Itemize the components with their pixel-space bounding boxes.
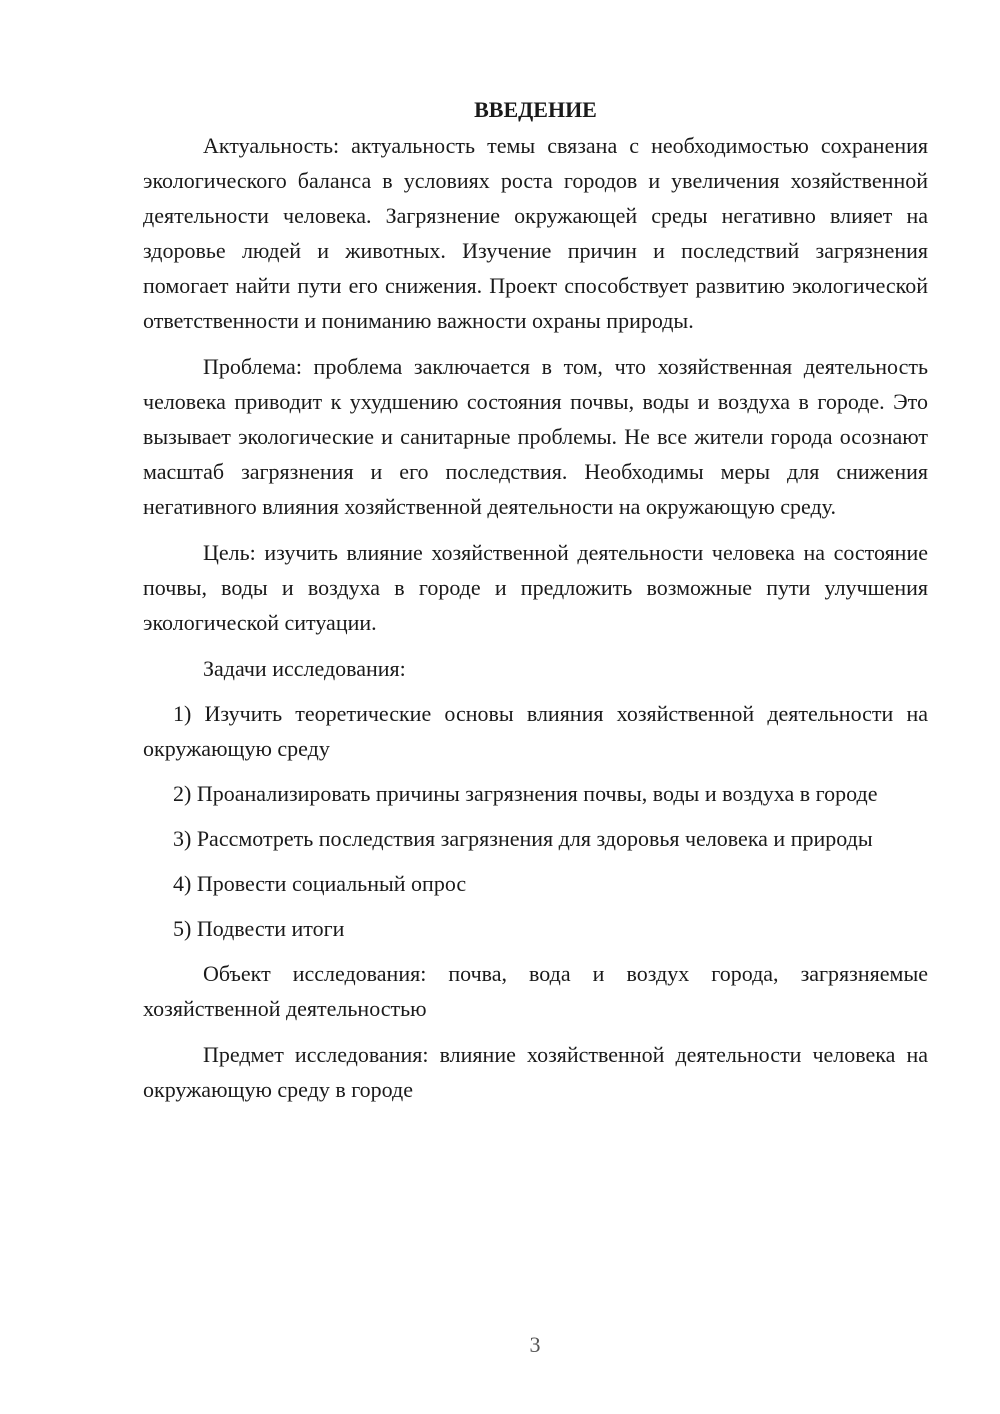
page-title: ВВЕДЕНИЕ <box>474 97 597 122</box>
list-item: 5) Подвести итоги <box>173 916 345 941</box>
document-page <box>143 92 928 1118</box>
tasks-heading: Задачи исследования: <box>203 656 406 681</box>
paragraph-problem: Проблема: проблема заключается в том, что хозяйственная деятельность человека приводит к ухудшению состояния почвы, воды и воздуха в городе. Это вызывает экологические и санитарные проблемы. Не все жители города осознают масштаб загрязнения и его последствия. Необходимы меры для снижения негативного влияния хозяйственной деятельности на окружающую среду. <box>143 354 928 519</box>
paragraph-goal: Цель: изучить влияние хозяйственной деятельности человека на состояние почвы, воды и воздуха в городе и предложить возможные пути улучшения экологической ситуации. <box>143 540 928 635</box>
paragraph-object: Объект исследования: почва, вода и воздух города, загрязняемые хозяйственной деятельностью <box>143 961 928 1021</box>
paragraph-relevance: Актуальность: актуальность темы связана с необходимостью сохранения экологического баланса в условиях роста городов и увеличения хозяйственной деятельности человека. Загрязнение окружающей среды негативно влияет на здоровье людей и животных. Изучение причин и последствий загрязнения помогает найти пути его снижения. Проект способствует развитию экологической ответственности и пониманию важности охраны природы. <box>143 133 928 333</box>
list-item: 4) Провести социальный опрос <box>173 871 467 896</box>
paragraph-subject: Предмет исследования: влияние хозяйственной деятельности человека на окружающую среду в городе <box>143 1042 928 1102</box>
list-item: 2) Проанализировать причины загрязнения почвы, воды и воздуха в городе <box>173 781 878 806</box>
page-number: 3 <box>529 1332 541 1357</box>
tasks-list <box>143 696 928 946</box>
list-item: 3) Рассмотреть последствия загрязнения для здоровья человека и природы <box>173 826 873 851</box>
list-item: 1) Изучить теоретические основы влияния хозяйственной деятельности на окружающую среду <box>143 701 928 761</box>
